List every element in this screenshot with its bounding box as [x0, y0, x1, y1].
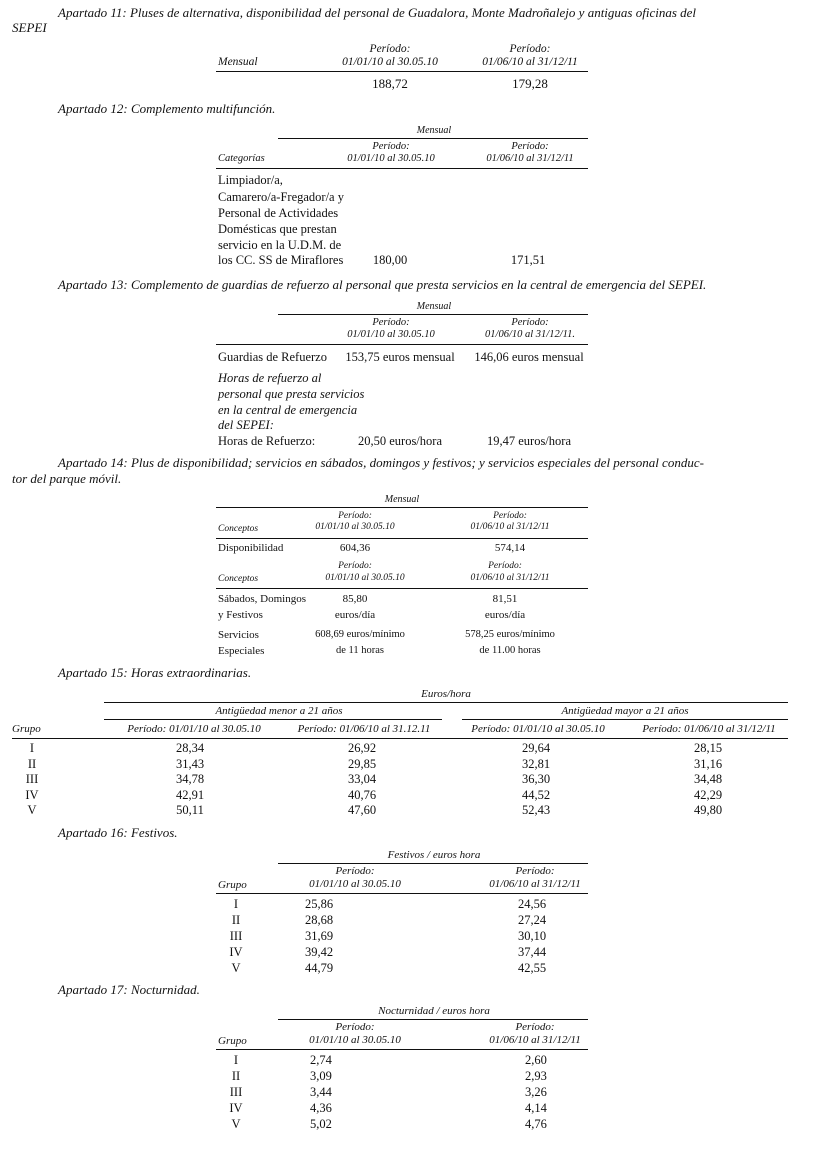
s15-header-2: Período: 01/06/10 al 31.12.11: [297, 723, 431, 735]
s13-row2-label: Horas de Refuerzo:: [218, 434, 316, 448]
s17-cell: 3,26: [525, 1085, 547, 1099]
s15-cell: 49,80: [693, 803, 723, 817]
s13-row1-value-2: 146,06 euros mensual: [474, 350, 584, 364]
s17-cell: 3,44: [310, 1085, 332, 1099]
s16-row-group: II: [231, 913, 241, 927]
s14-serv-label-cont: Especiales: [218, 645, 265, 657]
s16-row-group: V: [231, 961, 241, 975]
s15-cell: 36,30: [521, 772, 551, 786]
s15-cell: 26,92: [347, 741, 377, 755]
s15-cell: 34,78: [175, 772, 205, 786]
s13-note-line: del SEPEI:: [218, 418, 274, 432]
section-15-title: Apartado 15: Horas extraordinarias.: [58, 665, 252, 680]
s14-period1b-label: Período:: [338, 561, 372, 571]
s11-period2-label: Período:: [509, 43, 551, 55]
s15-cell: 31,43: [175, 757, 205, 771]
s17-col-label: Grupo: [218, 1035, 247, 1047]
s17-group-header: Nocturnidad / euros hora: [378, 1005, 490, 1017]
s16-period1-label: Período:: [335, 865, 375, 877]
s14-disp-value-2: 574,14: [494, 542, 526, 554]
s16-cell: 28,68: [305, 913, 334, 927]
s15-group-rule: [104, 702, 788, 703]
s15-row-group: I: [29, 741, 35, 755]
s16-cell: 27,24: [518, 913, 547, 927]
s14-period2b-label: Período:: [488, 561, 522, 571]
s13-header-rule: [216, 344, 588, 345]
s12-header-rule: [216, 168, 588, 169]
s15-cell: 44,52: [521, 788, 551, 802]
s15-group-header: Euros/hora: [421, 688, 471, 700]
s16-cell: 37,44: [518, 945, 547, 959]
s16-cell: 44,79: [305, 961, 334, 975]
s15-cell: 50,11: [176, 803, 204, 817]
s14-sab-unit-1: euros/día: [334, 609, 376, 621]
s11-period1-range: 01/01/10 al 30.05.10: [342, 56, 438, 68]
s15-cell: 29,64: [521, 741, 551, 755]
s16-header-rule: [216, 893, 588, 894]
s17-period1-range: 01/01/10 al 30.05.10: [309, 1034, 401, 1046]
section-14-title-cont: tor del parque móvil.: [12, 471, 122, 486]
s13-note-line: Horas de refuerzo al: [218, 371, 322, 385]
s16-row-group: I: [233, 897, 239, 911]
s11-header-rule: [216, 71, 588, 72]
s12-group-header: Mensual: [416, 125, 452, 136]
s16-period2-range: 01/06/10 al 31/12/11: [489, 878, 581, 890]
s13-note-line: personal que presta servicios: [218, 387, 365, 401]
s17-cell: 4,36: [310, 1101, 332, 1115]
s15-row-group: II: [27, 757, 37, 771]
s15-cell: 42,29: [693, 788, 723, 802]
s15-subheader-a-rule: [104, 719, 442, 720]
s12-value-1: 180,00: [372, 253, 408, 267]
s12-period2-range: 01/06/10 al 31/12/11: [486, 153, 574, 164]
s17-period1-label: Período:: [335, 1021, 375, 1033]
s15-header-3: Período: 01/01/10 al 30.05.10: [471, 723, 605, 735]
s13-group-header: Mensual: [416, 301, 452, 312]
s14-col-label-2: Conceptos: [218, 574, 259, 584]
s15-row-group: III: [25, 772, 39, 786]
s17-period2-range: 01/06/10 al 31/12/11: [489, 1034, 581, 1046]
s13-row1-value-1: 153,75 euros mensual: [345, 350, 455, 364]
s14-serv-value-1: 608,69 euros/mínimo: [315, 629, 405, 640]
s14-period2b-range: 01/06/10 al 31/12/11: [470, 573, 550, 583]
s13-note-line: en la central de emergencia: [218, 403, 358, 417]
s16-row-group: IV: [229, 945, 243, 959]
s14-period2-label: Período:: [493, 511, 527, 521]
s17-row-group: V: [231, 1117, 241, 1131]
s17-cell: 4,76: [525, 1117, 547, 1131]
s15-col-label: Grupo: [12, 723, 41, 735]
s17-cell: 2,60: [525, 1053, 547, 1067]
s11-period1-label: Período:: [369, 43, 411, 55]
s14-sab-value-2: 81,51: [492, 593, 518, 605]
section-13-title: Apartado 13: Complemento de guardias de refuerzo al personal que presta servicios en la central de emergencia del SEPEI.: [58, 277, 707, 292]
s14-group-rule: [216, 507, 588, 508]
s11-row-label: Mensual: [218, 56, 258, 68]
s15-header-4: Período: 01/06/10 al 31/12/11: [642, 723, 776, 735]
s15-header-rule: [12, 738, 788, 739]
s17-row-group: II: [231, 1069, 241, 1083]
s15-cell: 28,15: [693, 741, 723, 755]
s11-value-2: 179,28: [512, 76, 548, 91]
section-14-title: Apartado 14: Plus de disponibilidad; servicios en sábados, domingos y festivos; y servicios especiales del personal conduc-: [58, 455, 704, 470]
s17-row-group: I: [233, 1053, 239, 1067]
s15-row-group: V: [27, 803, 37, 817]
s14-period1-label: Período:: [338, 511, 372, 521]
s17-cell: 2,74: [310, 1053, 332, 1067]
s14-sab-value-1: 85,80: [342, 593, 368, 605]
s15-cell: 40,76: [347, 788, 377, 802]
section-16-title: Apartado 16: Festivos.: [58, 825, 178, 840]
s17-row-group: III: [229, 1085, 243, 1099]
s11-value-1: 188,72: [372, 76, 408, 91]
s14-disp-value-1: 604,36: [339, 542, 371, 554]
s16-cell: 30,10: [518, 929, 547, 943]
s14-period1b-range: 01/01/10 al 30.05.10: [325, 573, 405, 583]
s15-cell: 31,16: [693, 757, 723, 771]
s14-group-header: Mensual: [384, 494, 420, 505]
s13-group-rule: [278, 314, 588, 315]
s12-category-line: Camarero/a-Fregador/a y: [218, 190, 344, 204]
section-11-title-cont: SEPEI: [12, 20, 47, 35]
s13-period1-range: 01/01/10 al 30.05.10: [347, 329, 435, 340]
s12-category-line: los CC. SS de Miraflores: [218, 253, 344, 267]
s15-cell: 52,43: [521, 803, 551, 817]
s17-cell: 3,09: [310, 1069, 332, 1083]
s17-cell: 2,93: [525, 1069, 547, 1083]
s12-period1-range: 01/01/10 al 30.05.10: [347, 153, 435, 164]
s14-period2-range: 01/06/10 al 31/12/11: [470, 522, 550, 532]
s12-category-line: Limpiador/a,: [218, 173, 283, 187]
section-17-title: Apartado 17: Nocturnidad.: [58, 982, 200, 997]
s12-category-line: Personal de Actividades: [218, 206, 339, 220]
s14-period1-range: 01/01/10 al 30.05.10: [315, 522, 395, 532]
s14-col-label: Conceptos: [218, 524, 259, 534]
s16-period2-label: Período:: [515, 865, 555, 877]
s15-cell: 34,48: [693, 772, 723, 786]
s16-cell: 24,56: [518, 897, 547, 911]
s12-value-2: 171,51: [510, 253, 546, 267]
s14-serv-unit-2: de 11.00 horas: [479, 645, 541, 656]
s16-cell: 25,86: [305, 897, 334, 911]
s16-group-header: Festivos / euros hora: [387, 849, 481, 861]
s13-row2-value-1: 20,50 euros/hora: [357, 434, 442, 448]
s13-period2-range: 01/06/10 al 31/12/11.: [485, 329, 575, 340]
s15-header-1: Período: 01/01/10 al 30.05.10: [127, 723, 261, 735]
s14-serv-value-2: 578,25 euros/mínimo: [465, 629, 555, 640]
s16-cell: 39,42: [305, 945, 334, 959]
s15-cell: 29,85: [347, 757, 377, 771]
s12-category-line: servicio en la U.D.M. de: [218, 238, 342, 252]
section-12-title: Apartado 12: Complemento multifunción.: [58, 101, 276, 116]
s15-cell: 33,04: [347, 772, 377, 786]
s17-cell: 5,02: [310, 1117, 332, 1131]
s14-sab-label: Sábados, Domingos: [218, 593, 306, 605]
s16-cell: 42,55: [518, 961, 547, 975]
s12-category-line: Domésticas que prestan: [218, 222, 337, 236]
s14-subheader-rule: [216, 588, 588, 589]
s16-col-label: Grupo: [218, 879, 247, 891]
s13-row1-label: Guardias de Refuerzo: [218, 350, 327, 364]
s14-disp-label: Disponibilidad: [218, 542, 284, 554]
s15-cell: 32,81: [521, 757, 551, 771]
s15-subheader-b: Antigüedad mayor a 21 años: [561, 705, 689, 717]
s15-cell: 42,91: [175, 788, 205, 802]
s16-row-group: III: [229, 929, 243, 943]
s14-sab-unit-2: euros/día: [484, 609, 526, 621]
s12-col-label: Categorías: [218, 153, 265, 164]
s14-serv-label: Servicios: [218, 629, 259, 641]
s13-period1-label: Período:: [372, 317, 410, 328]
s11-period2-range: 01/06/10 al 31/12/11: [482, 56, 578, 68]
s14-header-rule: [216, 538, 588, 539]
s13-row2-value-2: 19,47 euros/hora: [486, 434, 571, 448]
section-11-title: Apartado 11: Pluses de alternativa, disponibilidad del personal de Guadalora, Monte Madroñalejo y antiguas oficinas del: [58, 5, 697, 20]
s14-serv-unit-1: de 11 horas: [335, 645, 384, 656]
s15-cell: 47,60: [347, 803, 377, 817]
s17-period2-label: Período:: [515, 1021, 555, 1033]
s15-subheader-a: Antigüedad menor a 21 años: [215, 705, 343, 717]
s17-group-rule: [278, 1019, 588, 1020]
s16-group-rule: [278, 863, 588, 864]
s15-subheader-b-rule: [462, 719, 788, 720]
s14-sab-label-cont: y Festivos: [218, 609, 263, 621]
s12-group-rule: [278, 138, 588, 139]
s15-cell: 28,34: [175, 741, 205, 755]
s13-period2-label: Período:: [511, 317, 549, 328]
s12-period1-label: Período:: [372, 141, 410, 152]
s16-cell: 31,69: [305, 929, 334, 943]
s12-period2-label: Período:: [511, 141, 549, 152]
s17-row-group: IV: [229, 1101, 243, 1115]
s15-row-group: IV: [25, 788, 39, 802]
s16-period1-range: 01/01/10 al 30.05.10: [309, 878, 401, 890]
s17-cell: 4,14: [525, 1101, 547, 1115]
s17-header-rule: [216, 1049, 588, 1050]
